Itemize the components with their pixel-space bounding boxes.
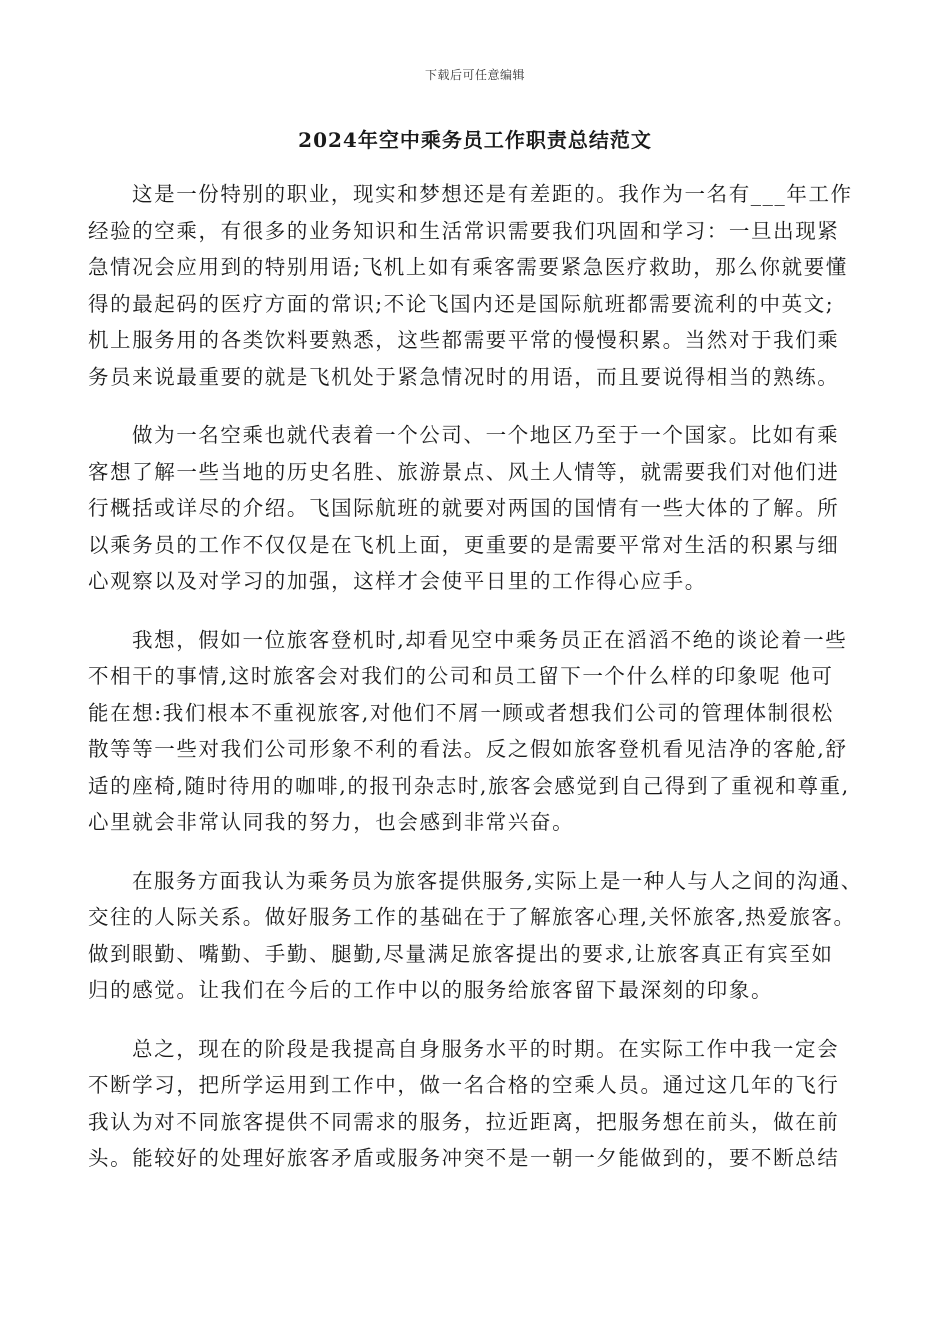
paragraph-line: 不断学习，把所学运用到工作中，做一名合格的空乘人员。通过这几年的飞行 <box>88 1073 840 1097</box>
paragraph-line: 机上服务用的各类饮料要熟悉，这些都需要平常的慢慢积累。当然对于我们乘 <box>88 328 840 352</box>
paragraph-line: 适的座椅,随时待用的咖啡,的报刊杂志时,旅客会感觉到自己得到了重视和尊重, <box>88 773 850 798</box>
paragraph-line: 这是一份特别的职业，现实和梦想还是有差距的。我作为一名有___年工作 <box>132 182 853 206</box>
paragraph-line: 散等等一些对我们公司形象不利的看法。反之假如旅客登机看见洁净的客舱,舒 <box>88 737 848 761</box>
paragraph-line: 做到眼勤、嘴勤、手勤、腿勤,尽量满足旅客提出的要求,让旅客真正有宾至如 <box>88 941 834 966</box>
paragraph-line: 归的感觉。让我们在今后的工作中以的服务给旅客留下最深刻的印象。 <box>88 978 774 1002</box>
paragraph-line: 交往的人际关系。做好服务工作的基础在于了解旅客心理,关怀旅客,热爱旅客。 <box>88 905 856 929</box>
paragraph-line: 我想，假如一位旅客登机时,却看见空中乘务员正在滔滔不绝的谈论着一些 <box>132 627 848 652</box>
paragraph <box>88 622 863 841</box>
paragraph-line: 我认为对不同旅客提供不同需求的服务，拉近距离，把服务想在前头，做在前 <box>88 1109 840 1134</box>
header-note: 下载后可任意编辑 <box>424 68 525 82</box>
paragraph-line: 头。能较好的处理好旅客矛盾或服务冲突不是一朝一夕能做到的，要不断总结 <box>88 1146 840 1170</box>
paragraph-line: 以乘务员的工作不仅仅是在飞机上面，更重要的是需要平常对生活的积累与细 <box>88 532 840 557</box>
paragraph-line: 行概括或详尽的介绍。飞国际航班的就要对两国的国情有一些大体的了解。所 <box>88 496 840 520</box>
paragraph-line: 急情况会应用到的特别用语;飞机上如有乘客需要紧急医疗救助，那么你就要懂 <box>88 255 848 279</box>
paragraph <box>88 1031 863 1177</box>
paragraph <box>88 417 863 600</box>
paragraph <box>88 863 863 1009</box>
paragraph-line: 做为一名空乘也就代表着一个公司、一个地区乃至于一个国家。比如有乘 <box>132 423 840 447</box>
document-title: 2024年空中乘务员工作职责总结范文 <box>298 128 652 152</box>
paragraph-line: 总之，现在的阶段是我提高自身服务水平的时期。在实际工作中我一定会 <box>132 1036 840 1061</box>
paragraph-line: 得的最起码的医疗方面的常识;不论飞国内还是国际航班都需要流利的中英文; <box>88 291 835 316</box>
paragraph-line: 务员来说最重要的就是飞机处于紧急情况时的用语，而且要说得相当的熟练。 <box>88 364 840 389</box>
paragraph-line: 心观察以及对学习的加强，这样才会使平日里的工作得心应手。 <box>88 569 707 593</box>
document-body <box>88 176 863 1199</box>
paragraph-line: 不相干的事情,这时旅客会对我们的公司和员工留下一个什么样的印象呢 他可 <box>88 664 834 688</box>
paragraph-line: 心里就会非常认同我的努力，也会感到非常兴奋。 <box>88 810 575 834</box>
paragraph-line: 客想了解一些当地的历史名胜、旅游景点、风土人情等，就需要我们对他们进 <box>88 459 840 484</box>
paragraph <box>88 176 863 395</box>
paragraph-line: 经验的空乘，有很多的业务知识和生活常识需要我们巩固和学习：一旦出现紧 <box>88 218 840 243</box>
paragraph-line: 能在想:我们根本不重视旅客,对他们不屑一顾或者想我们公司的管理体制很松 <box>88 700 834 725</box>
paragraph-line: 在服务方面我认为乘务员为旅客提供服务,实际上是一种人与人之间的沟通、 <box>132 868 863 893</box>
